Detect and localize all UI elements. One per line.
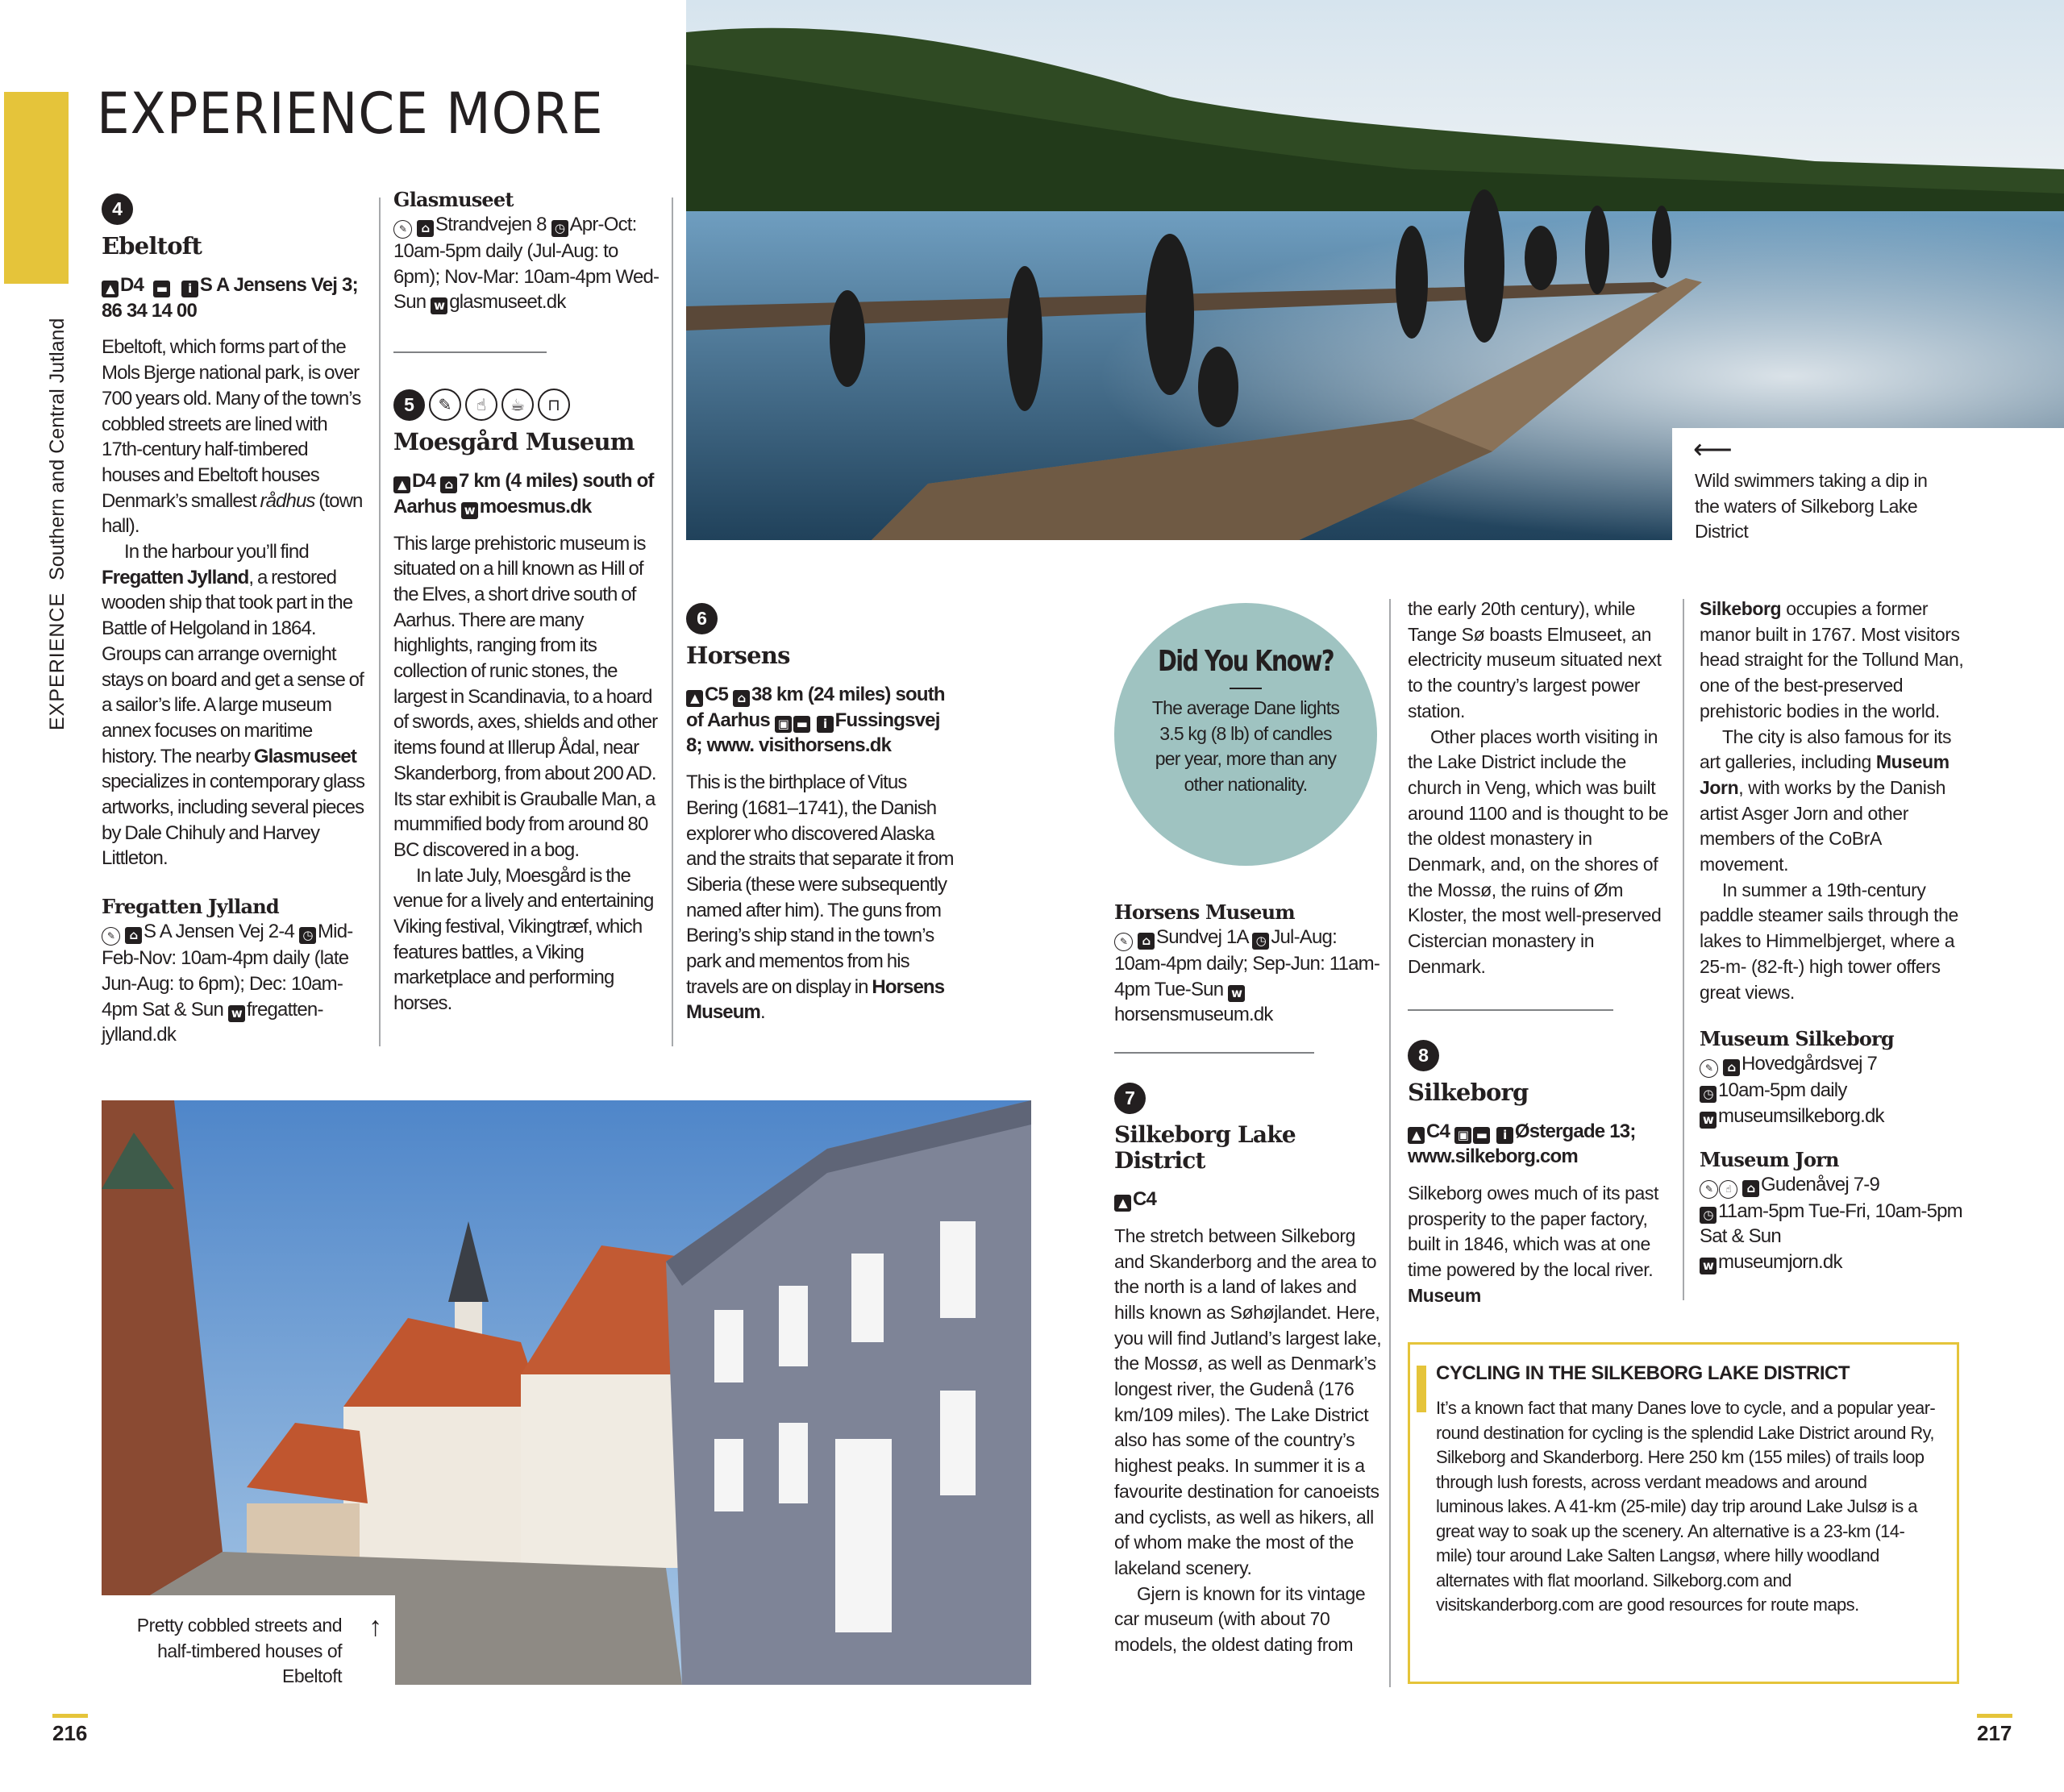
- sub-entry-meta: [393, 212, 664, 315]
- website-link[interactable]: fregatten-jylland.dk: [102, 998, 323, 1046]
- body-text: Silkeborg owes much of its past prosperity to the paper factory, built in 1846, which was at one time powered by the local river.: [1408, 1182, 1659, 1281]
- section-label: EXPERIENCE: [46, 592, 69, 730]
- map-ref: C4: [1133, 1188, 1157, 1211]
- column-divider: [672, 197, 673, 1046]
- address-icon: ⌂: [1723, 1059, 1740, 1076]
- body-text: .: [759, 1001, 765, 1024]
- entry-title: Silkeborg: [1408, 1078, 1529, 1106]
- entry-meta: [1114, 1187, 1384, 1212]
- sub-entry-title: Glasmuseet: [393, 188, 514, 211]
- sub-entry-title: Horsens Museum: [1114, 900, 1295, 924]
- website-link[interactable]: museumsilkeborg.dk: [1718, 1104, 1884, 1127]
- tourist-info: Østergade 13; www.silkeborg.com: [1408, 1120, 1636, 1168]
- entry-fee-icon: ✎: [1700, 1059, 1718, 1078]
- entry-meta: [393, 468, 664, 519]
- page-number-right: 217: [1977, 1721, 2012, 1745]
- web-icon: w: [228, 1005, 245, 1022]
- bus-icon: ▬: [793, 716, 810, 733]
- entry-body: [393, 531, 664, 1017]
- entry-meta: [102, 272, 368, 323]
- body-text: , with works by the Danish artist Asger Jorn and other members of the CoBrA movement.: [1700, 776, 1946, 875]
- body-text: Other places worth visiting in the Lake District include the church in Veng, which was built around 1100 and is thought to be the oldest monastery in Denmark, and, on the shores of the Mossø, the ruins of Øm Kloster, the most well-preserved Cistercian monastery in Denmark.: [1408, 726, 1669, 977]
- body-text: Ebeltoft, which forms part of the Mols Bjerge national park, is over 700 years old. Many of the town’s cobbled streets are lined with 17th-century half-timbered houses and Ebeltoft houses Denmark’s smallest: [102, 336, 361, 512]
- address-icon: ⌂: [1742, 1180, 1759, 1197]
- cafe-icon: ☕: [501, 389, 534, 421]
- opening-hours: 10am-5pm daily: [1718, 1079, 1847, 1102]
- ebeltoft-entry: [102, 193, 368, 1048]
- entry-number: 7: [1114, 1083, 1146, 1114]
- region-label: Southern and Central Jutland: [46, 318, 69, 580]
- entry-fee-icon: ✎: [102, 927, 120, 946]
- info-icon: i: [181, 281, 198, 297]
- column-divider: [379, 197, 381, 1046]
- clock-icon: ◷: [1252, 933, 1269, 950]
- map-ref: C5: [705, 684, 729, 705]
- running-header: [46, 318, 69, 730]
- body-bold: Horsens Museum: [686, 975, 945, 1024]
- body-text: Gjern is known for its vintage car museum (with about 70 models, the oldest dating from: [1114, 1582, 1366, 1656]
- hands-on-icon: ☝: [465, 389, 497, 421]
- entry-body-continued: [1408, 597, 1674, 980]
- entry-fee-icon: ✎: [1114, 933, 1133, 951]
- page-number-left: 216: [52, 1721, 88, 1745]
- body-bold: Glasmuseet: [253, 745, 356, 767]
- arrow-up-icon: ↑: [368, 1611, 382, 1642]
- entry-number: 6: [686, 603, 718, 634]
- shop-icon: ⊓: [538, 389, 570, 421]
- website-link[interactable]: horsensmuseum.dk: [1114, 1004, 1273, 1026]
- section-tab: [4, 92, 69, 284]
- sub-entry-meta: [102, 919, 368, 1048]
- entry-number: 5: [393, 389, 425, 421]
- column-2: [393, 187, 664, 1017]
- page-title: EXPERIENCE MORE: [97, 81, 604, 147]
- address-icon: ⌂: [125, 927, 142, 944]
- entry-number: 4: [102, 193, 133, 225]
- callout-text: The average Dane lights 3.5 kg (8 lb) of candles per year, more than any other nationality.: [1151, 697, 1340, 796]
- body-bold: Museum Jorn: [1700, 751, 1950, 798]
- body-text: (town hall).: [102, 489, 363, 538]
- web-icon: w: [1228, 985, 1245, 1002]
- cycling-feature-box: [1408, 1342, 1959, 1684]
- body-text: This is the birthplace of Vitus Bering (1681–1741), the Danish explorer who discovered Alaska and the straits that separate it from Siberia (these were subsequently named after him). The guns from Bering’s ship stand in the town’s park and mementos from his travels are on display in: [686, 771, 954, 998]
- website-link[interactable]: museumjorn.dk: [1718, 1251, 1842, 1274]
- arrow-left-icon: ⟵: [1693, 434, 1733, 465]
- opening-hours: Apr-Oct: 10am-5pm daily (Jul-Aug: to 6pm); Nov-Mar: 10am-4pm Wed-Sun: [393, 214, 660, 314]
- clock-icon: ◷: [1700, 1207, 1717, 1224]
- address-icon: ⌂: [733, 690, 750, 707]
- tourist-info: Fussingsvej 8; www. visithorsens.dk: [686, 709, 940, 757]
- body-bold: Museum: [1408, 1284, 1481, 1306]
- body-bold: Fregatten Jylland: [102, 566, 249, 588]
- body-text: This large prehistoric museum is situated on a hill known as Hill of the Elves, a short drive south of Aarhus. There are many highlights, ranging from its collection of runic stones, the largest in Scandinavia, to a hoard of swords, axes, shields and other items found at Illerup Ådal, near Skanderborg, from about 200 AD. Its star exhibit is Grauballe Man, a mummified body from around 80 BC discovered in a bog.: [393, 532, 658, 861]
- entry-number: 8: [1408, 1040, 1439, 1071]
- column-4: [1114, 900, 1384, 1658]
- address-icon: ⌂: [440, 476, 457, 493]
- column-divider: [1389, 599, 1391, 1687]
- photo-caption: Wild swimmers taking a dip in the waters of Silkeborg Lake District: [1695, 470, 1928, 543]
- web-icon: w: [431, 297, 447, 314]
- entry-title: Ebeltoft: [102, 232, 202, 260]
- address: 38 km (24 miles) south of Aarhus: [686, 684, 945, 731]
- column-6: [1700, 597, 1966, 1275]
- body-text: The city is also famous for its art galleries, including: [1700, 726, 1952, 773]
- body-text: , a restored wooden ship that took part in the Battle of Helgoland in 1864. Groups can arrange overnight stays on board and get a sense of a sailor’s life. A large museum annex focuses on maritime history. The nearby: [102, 566, 364, 767]
- entry-title: Silkeborg Lake District: [1114, 1121, 1296, 1175]
- column-5: [1408, 597, 1674, 1308]
- folio-rule-right: [1977, 1714, 2012, 1718]
- body-text: In late July, Moesgård is the venue for a lively and entertaining Viking festival, Vikingtræf, which features battles, a Viking marketplace and performing horses.: [393, 864, 654, 1015]
- opening-hours: Jul-Aug: 10am-4pm daily; Sep-Jun: 11am-4pm Tue-Sun: [1114, 926, 1380, 1000]
- sub-entry-title: Museum Jorn: [1700, 1147, 1839, 1171]
- website-link[interactable]: moesmus.dk: [479, 495, 592, 518]
- body-text: The stretch between Silkeborg and Skanderborg and the area to the north is a land of lakes and hills known as Søhøjlandet. Here, you will find Jutland’s largest lake, the Mossø, as well as Denmark’s longest river, the Gudenå (176 km/109 miles). The Lake District also has some of the country’s highest peaks. In summer it is a favourite destination for canoeists and cyclists, as well as hikers, all of whom make the most of the lakeland scenery.: [1114, 1224, 1382, 1578]
- map-ref-icon: ▲: [393, 476, 410, 493]
- body-text: In summer a 19th-century paddle steamer sails through the lakes to Himmelbjerget, where a 25-m- (82-ft-) high tower offers great views.: [1700, 879, 1958, 1003]
- entry-body: [1408, 1181, 1674, 1309]
- entry-body-continued: [1700, 597, 1966, 1005]
- clock-icon: ◷: [1700, 1086, 1717, 1103]
- entry-body: [102, 335, 368, 871]
- entry-fee-icon: ✎: [429, 389, 461, 421]
- did-you-know-callout: [1114, 603, 1377, 866]
- tourist-info: S A Jensens Vej 3; 86 34 14 00: [102, 274, 358, 322]
- address-icon: ⌂: [1138, 933, 1155, 950]
- map-ref-icon: ▲: [686, 690, 703, 707]
- entry-icons-row: [393, 389, 664, 421]
- body-text: the early 20th century), while Tange Sø boasts Elmuseet, an electricity museum situated next to the country’s largest power station.: [1408, 598, 1662, 721]
- section-divider: [1408, 1009, 1613, 1011]
- body-text: occupies a former manor built in 1767. Most visitors head straight for the Tollund Man, one of the best-preserved prehistoric bodies in the world.: [1700, 598, 1964, 721]
- section-divider: [1114, 1052, 1314, 1054]
- info-icon: i: [1496, 1127, 1513, 1144]
- address: Strandvejen 8: [435, 214, 547, 235]
- address: Gudenåvej 7-9: [1761, 1173, 1880, 1195]
- clock-icon: ◷: [299, 927, 316, 944]
- map-ref-icon: ▲: [102, 281, 119, 297]
- entry-fee-icon: ✎: [1700, 1180, 1718, 1199]
- horsens-entry: [686, 603, 956, 1025]
- section-divider: [393, 351, 547, 353]
- entry-meta: [1408, 1119, 1674, 1170]
- web-icon: w: [1700, 1112, 1717, 1129]
- address: S A Jensen Vej 2-4: [144, 921, 295, 943]
- entry-title: Horsens: [686, 642, 790, 669]
- map-ref: D4: [412, 470, 436, 493]
- address: Hovedgårdsvej 7: [1742, 1053, 1878, 1075]
- entry-meta: [686, 682, 956, 759]
- address: Sundvej 1A: [1156, 926, 1248, 948]
- photo-caption-box: [102, 1595, 395, 1685]
- train-icon: ▣: [775, 716, 792, 733]
- sub-entry-meta: [1700, 1172, 1966, 1275]
- map-ref-icon: ▲: [1408, 1127, 1425, 1144]
- info-icon: i: [817, 716, 834, 733]
- sub-entry-title: Fregatten Jylland: [102, 895, 279, 919]
- map-ref: D4: [120, 274, 144, 296]
- sub-entry-meta: [1700, 1051, 1966, 1129]
- body-text: In the harbour you’ll find: [124, 541, 309, 563]
- body-text: specializes in contemporary glass artworks, including several pieces by Dale Chihuly and Harvey Littleton.: [102, 771, 365, 870]
- address: 7 km (4 miles) south of Aarhus: [393, 470, 654, 518]
- hands-on-icon: ☝: [1719, 1180, 1737, 1199]
- sub-entry-title: Museum Silkeborg: [1700, 1027, 1894, 1051]
- train-icon: ▣: [1454, 1127, 1471, 1144]
- body-bold: Silkeborg: [1700, 598, 1782, 619]
- clock-icon: ◷: [551, 220, 568, 237]
- feature-accent-bar: [1417, 1366, 1426, 1412]
- map-ref-icon: ▲: [1114, 1195, 1131, 1212]
- web-icon: w: [1700, 1258, 1717, 1274]
- body-italic: rådhus: [260, 489, 315, 512]
- photo-caption: Pretty cobbled streets and half-timbered houses of Ebeltoft: [136, 1615, 342, 1687]
- entry-body: [1114, 1224, 1384, 1658]
- callout-title: Did You Know?: [1157, 645, 1334, 678]
- entry-fee-icon: ✎: [393, 220, 412, 239]
- callout-rule: [1230, 688, 1262, 689]
- web-icon: w: [461, 502, 478, 519]
- column-divider: [1683, 599, 1684, 1300]
- map-ref: C4: [1426, 1120, 1450, 1142]
- sub-entry-meta: [1114, 925, 1384, 1028]
- feature-text: It’s a known fact that many Danes love to cycle, and a popular year-round destination for cycling is the splendid Lake District around Ry, Silkeborg and Skanderborg. Here 250 km (155 miles) of trails loop through lush forests, across verdant meadows and around luminous lakes. A 41-km (25-mile) day trip around Lake Julsø is a great way to soak up the scenery. An alternative is a 23-km (14-mile) tour around Lake Salten Langsø, where hilly woodland alternates with flat moorland. Silkeborg.com and visitskanderborg.com are good resources for route maps.: [1436, 1398, 1936, 1615]
- address-icon: ⌂: [417, 220, 434, 237]
- entry-title: Moesgård Museum: [393, 428, 635, 456]
- bus-icon: ▬: [153, 281, 170, 297]
- opening-hours: Mid-Feb-Nov: 10am-4pm daily (late Jun-Aug: to 6pm); Dec: 10am-4pm Sat & Sun: [102, 921, 353, 1021]
- opening-hours: 11am-5pm Tue-Fri, 10am-5pm Sat & Sun: [1700, 1200, 1962, 1248]
- feature-title: CYCLING IN THE SILKEBORG LAKE DISTRICT: [1436, 1362, 1850, 1384]
- folio-rule-left: [52, 1714, 88, 1718]
- photo-caption-box: [1672, 428, 2064, 549]
- bus-icon: ▬: [1473, 1127, 1490, 1144]
- entry-body: [686, 770, 956, 1025]
- website-link[interactable]: glasmuseet.dk: [449, 291, 566, 314]
